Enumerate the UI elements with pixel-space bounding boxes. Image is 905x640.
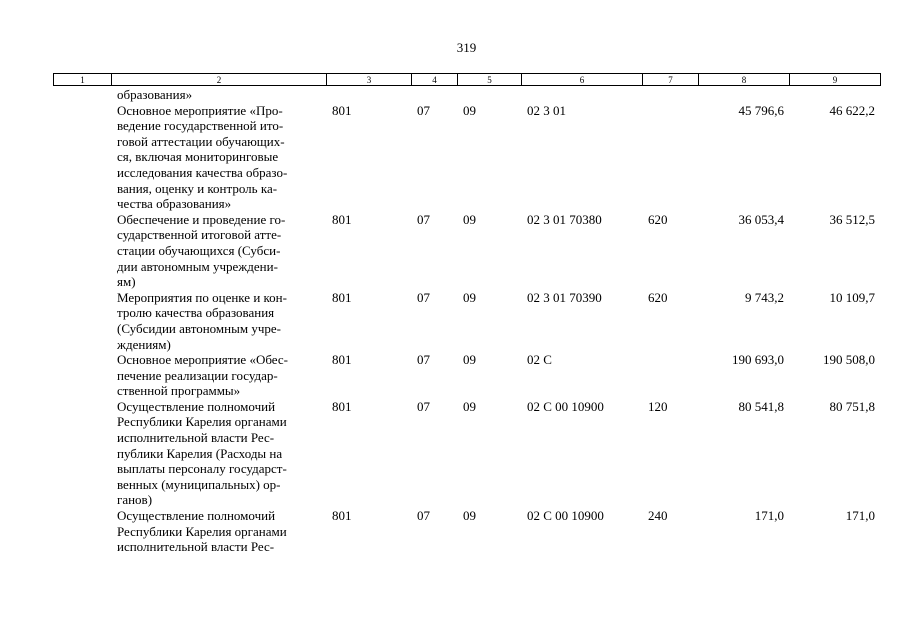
item-name [111,352,326,399]
section-code: 07 [417,398,430,414]
item-name [111,103,326,212]
amount-year-1: 171,0 [754,508,784,524]
item-name-line: чества образования» [117,196,232,212]
expense-type-code: 240 [648,508,668,524]
expense-type-code [642,103,698,212]
amount-year-2: 10 109,7 [829,289,875,305]
continuation-text: образования» [117,87,193,102]
item-name-line: исполнительной власти Рес- [117,539,275,555]
item-name-line: ганов) [117,492,153,508]
amount-year-1: 190 693,0 [732,352,784,368]
item-name-line: вания, оценку и контроль ка- [117,180,278,196]
column-number: 4 [412,74,458,86]
item-name [111,399,326,508]
item-name-line: печение реализации государ- [117,367,278,383]
subsection-code: 09 [463,102,476,118]
column-number: 8 [699,74,790,86]
expense-type-code [642,352,698,399]
item-name-line: тролю качества образования [117,305,275,321]
amount-year-2: 46 622,2 [829,102,875,118]
target-article-code: 02 С 00 10900 [527,398,604,414]
column-number: 9 [790,74,881,86]
row-number-cell [53,290,111,352]
expense-type-code: 120 [648,398,668,414]
item-name-line: Мероприятия по оценке и кон- [117,289,287,305]
item-name-line: Республики Карелия органами [117,414,287,430]
target-article-code: 02 3 01 70380 [527,211,602,227]
row-number-cell [53,212,111,290]
page-number: 319 [456,40,477,55]
column-number-header [53,73,881,86]
expense-type-code: 620 [648,289,668,305]
table-row [53,399,880,508]
subsection-code: 09 [463,398,476,414]
amount-year-1: 36 053,4 [738,211,784,227]
item-name-line: исполнительной власти Рес- [117,430,275,446]
budget-table [53,87,880,555]
item-name-line: Обеспечение и проведение го- [117,211,286,227]
subsection-code: 09 [463,508,476,524]
table-row [53,352,880,399]
item-name [111,212,326,290]
item-name-line: Осуществление полномочий [117,508,276,524]
item-name [111,508,326,555]
section-code: 07 [417,289,430,305]
section-code: 07 [417,508,430,524]
section-code: 07 [417,211,430,227]
item-name-line: Основное мероприятие «Обес- [117,352,288,368]
item-name-line: сударственной итоговой атте- [117,227,282,243]
amount-year-2: 80 751,8 [829,398,875,414]
item-name-line: стации обучающихся (Субси- [117,242,281,258]
continuation-row [53,87,880,103]
row-number-cell [53,352,111,399]
column-number: 1 [54,74,112,86]
section-code: 07 [417,352,430,368]
item-name-line: ждениям) [117,336,171,352]
column-number: 5 [458,74,522,86]
item-name-line: говой аттестации обучающих- [117,133,285,149]
row-number-cell [53,399,111,508]
amount-year-2: 171,0 [845,508,875,524]
ministry-code: 801 [332,398,352,414]
amount-year-1: 45 796,6 [738,102,784,118]
subsection-code: 09 [463,352,476,368]
ministry-code: 801 [332,352,352,368]
table-row [53,508,880,555]
target-article-code: 02 3 01 [527,102,566,118]
subsection-code: 09 [463,211,476,227]
column-number: 2 [112,74,327,86]
table-row [53,290,880,352]
item-name-line: (Субсидии автономным учре- [117,320,281,336]
item-name-line: Основное мероприятие «Про- [117,102,283,118]
item-name-line: ям) [117,274,136,290]
item-name-line: ся, включая мониторинговые [117,149,279,165]
table-row [53,103,880,212]
amount-year-2: 190 508,0 [823,352,875,368]
target-article-code: 02 С 00 10900 [527,508,604,524]
item-name-line: Осуществление полномочий [117,398,276,414]
item-name-line: выплаты персоналу государст- [117,461,287,477]
amount-year-2: 36 512,5 [829,211,875,227]
item-name-line: дии автономным учреждени- [117,258,278,274]
item-name-line: венных (муниципальных) ор- [117,476,281,492]
column-number: 3 [327,74,412,86]
table-row [53,212,880,290]
subsection-code: 09 [463,289,476,305]
item-name [111,290,326,352]
item-name-line: исследования качества образо- [117,164,288,180]
ministry-code: 801 [332,508,352,524]
item-name-line: ведение государственной ито- [117,118,284,134]
amount-year-1: 80 541,8 [738,398,784,414]
row-number-cell [53,103,111,212]
item-name-line: Республики Карелия органами [117,523,287,539]
item-name-line: публики Карелия (Расходы на [117,445,283,461]
ministry-code: 801 [332,211,352,227]
target-article-code: 02 3 01 70390 [527,289,602,305]
amount-year-1: 9 743,2 [745,289,784,305]
column-number: 7 [643,74,699,86]
row-number-cell [53,508,111,555]
ministry-code: 801 [332,102,352,118]
column-number: 6 [522,74,643,86]
expense-type-code: 620 [648,211,668,227]
target-article-code: 02 С [527,352,552,368]
item-name-line: ственной программы» [117,383,241,399]
ministry-code: 801 [332,289,352,305]
section-code: 07 [417,102,430,118]
